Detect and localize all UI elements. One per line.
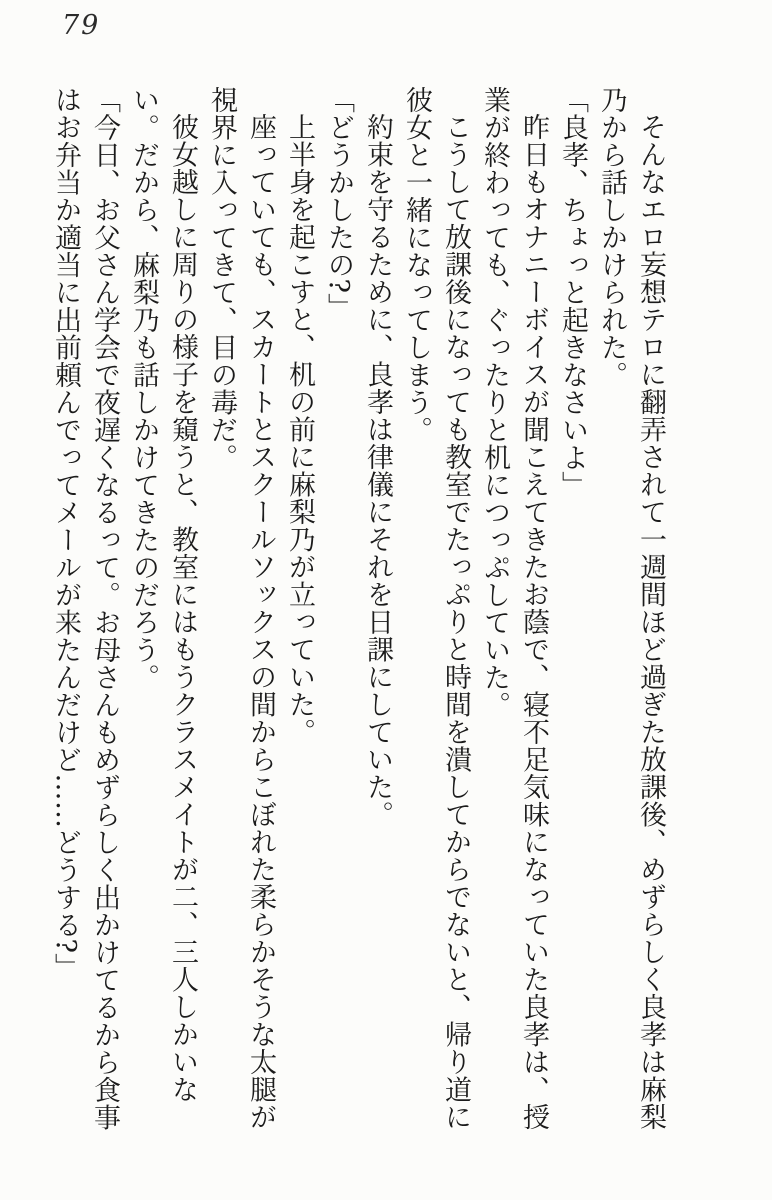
narrative-paragraph: こうして放課後になっても教室でたっぷりと時間を潰してからでないと、帰り道に彼女と一緒になってしまう。 <box>401 86 471 1131</box>
narrative-paragraph: 約束を守るために、良孝は律儀にそれを日課にしていた。 <box>362 113 393 828</box>
page-number: 79 <box>62 10 101 41</box>
dialogue-paragraph: 「今日、お父さん学会で夜遅くなるって。お母さんもめずらしく出かけてるから食事はお弁当か適当に出前頼んでってメールが来たんだけど……どうする?」 <box>50 86 120 1131</box>
narrative-paragraph: 上半身を起こすと、机の前に麻梨乃が立っていた。 <box>284 113 315 746</box>
narrative-paragraph: そんなエロ妄想テロに翻弄されて一週間ほど過ぎた放課後、めずらしく良孝は麻梨乃から話しかけられた。 <box>596 86 666 1131</box>
text-block <box>44 86 670 1132</box>
narrative-paragraph: 座っていても、スカートとスクールソックスの間からこぼれた柔らかそうな太腿が視界に入ってきて、目の毒だ。 <box>206 86 276 1131</box>
dialogue-paragraph: 「良孝、ちょっと起きなさいよ」 <box>557 86 588 499</box>
narrative-paragraph: 昨日もオナニーボイスが聞こえてきたお蔭で、寝不足気味になっていた良孝は、授業が終わっても、ぐったりと机につっぷしていた。 <box>479 86 549 1131</box>
dialogue-paragraph: 「どうかしたの?」 <box>323 86 354 321</box>
narrative-paragraph: 彼女越しに周りの様子を窺うと、教室にはもうクラスメイトが二、三人しかいない。だから、麻梨乃も話しかけてきたのだろう。 <box>128 86 198 1103</box>
